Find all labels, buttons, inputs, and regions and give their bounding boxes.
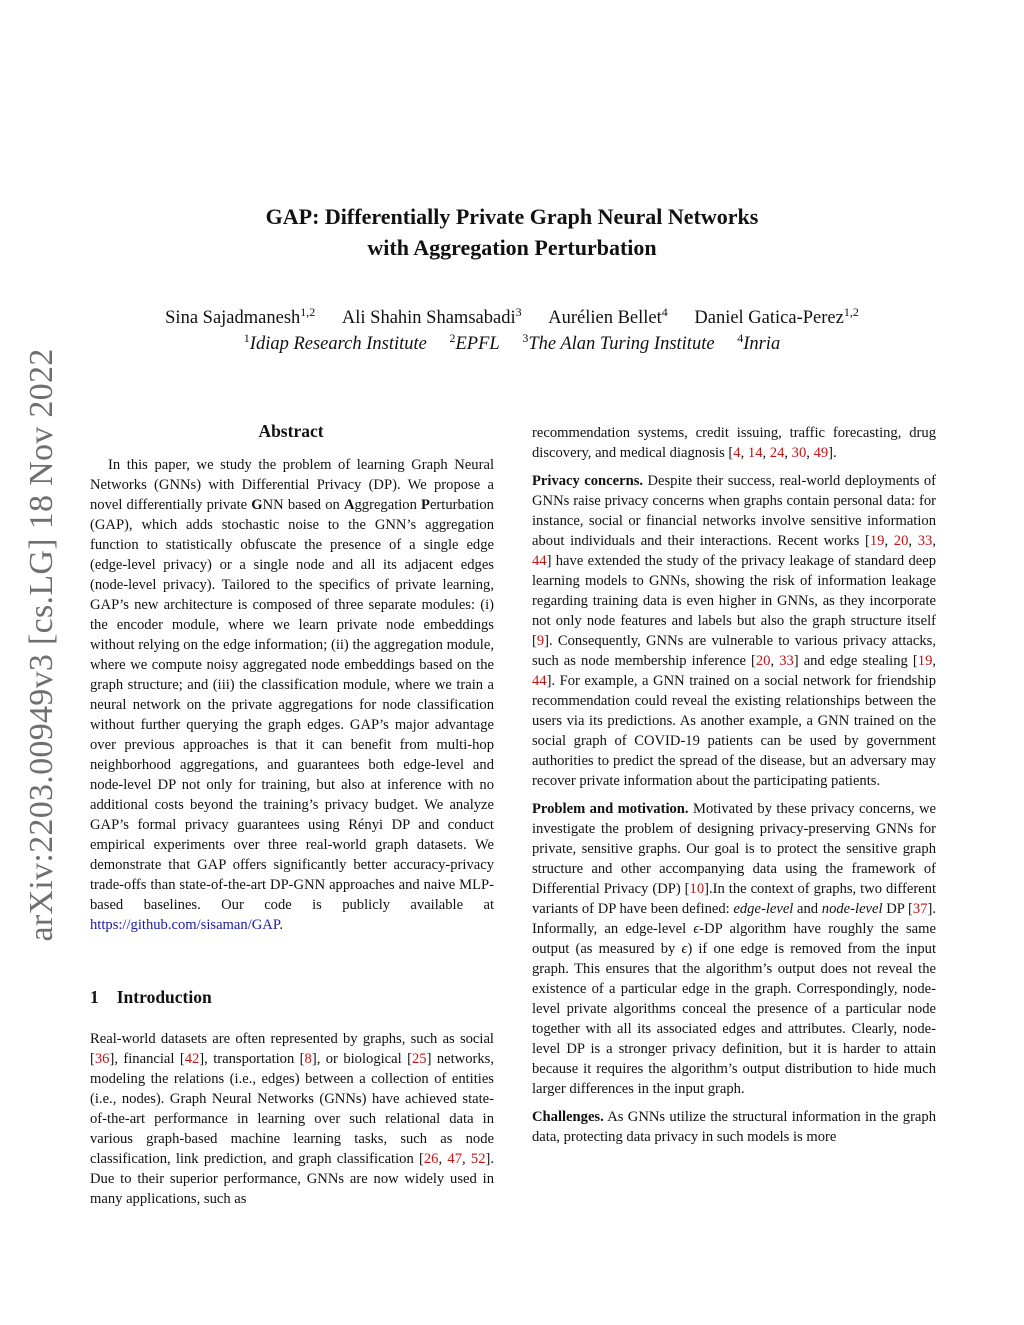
italic-term: node-level [821,901,883,917]
author: Ali Shahin Shamsabadi$^3$ [341,305,522,329]
italic-term: ϵ [681,941,688,957]
code-link[interactable]: https://github.com/sisaman/GAP [90,917,280,933]
challenges-heading: Challenges. [532,1109,604,1125]
abstract-heading: Abstract [258,421,324,441]
citation-link[interactable]: 37 [912,901,928,917]
paragraph-problem-motivation: Problem and motivation. Motivated by these privacy concerns, we investigate the problem of designing privacy-preserving GNNs for private, sensitive graphs. Our goal is to protect the sensitive graph structure and other accompanying data using the framework of Differential Privacy (DP) [10].In the context of graphs, two different variants of DP have been defined: edge-level and node-level DP [37]. Informally, an edge-level ϵ-DP algorithm have roughly the same output (as measured by ϵ) if one edge is removed from the input graph. This ensures that the algorithm’s output does not reveal the existence of a particular edge in the graph. Correspondingly, node-level private algorithms conceal the presence of a particular node together with all its associated edges and attributes. Clearly, node-level DP is a stronger privacy definition, but it is harder to attain because it requires the algorithm’s output distribution to hide much larger differences in the input graph. [532,801,937,1097]
italic-term: edge-level [733,901,794,917]
citation-link[interactable]: 49 [813,445,829,461]
affiliation: $^4$Inria [737,331,781,355]
author: Aurélien Bellet$^4$ [548,305,668,329]
citation-link[interactable]: 36 [94,1051,110,1067]
citation-link[interactable]: 9 [536,633,545,649]
citation-link[interactable]: 33 [779,653,794,669]
paragraph-applications: recommendation systems, credit issuing, traffic forecasting, drug discovery, and medical diagnosis [4, 14, 24, 30, 49]. [532,425,936,461]
affiliation: $^3$The Alan Turing Institute [522,331,715,355]
citation-link[interactable]: 19 [869,533,885,549]
author: Sina Sajadmanesh$^{1,2}$ [165,305,316,329]
author: Daniel Gatica-Perez$^{1,2}$ [694,305,859,329]
arxiv-id: arXiv:2203.00949v3 [cs.LG] 18 Nov 2022 [23,348,60,942]
paragraph-challenges: Challenges. As GNNs utilize the structural information in the graph data, protecting data privacy in such models is more [532,1109,936,1145]
citation-link[interactable]: 10 [689,881,705,897]
citation-link[interactable]: 52 [470,1151,486,1167]
arxiv-stamp [16,340,68,950]
citation-link[interactable]: 25 [411,1051,427,1067]
problem-motivation-heading: Problem and motivation. [532,801,689,817]
citation-link[interactable]: 20 [755,653,771,669]
abstract-paragraph: In this paper, we study the problem of learning Graph Neural Networks (GNNs) with Differential Privacy (DP). We propose a novel differentially private GNN based on Aggregation Perturbation (GAP), which adds stochastic noise to the GNN’s aggregation function to statistically obfuscate the presence of a single edge (edge-level privacy) or a single node and all its adjacent edges (node-level privacy). Tailored to the specifics of private learning, GAP’s new architecture is composed of three separate modules: (i) the encoder module, where we learn private node embeddings without relying on the edge information; (ii) the aggregation module, where we compute noisy aggregated node embeddings based on the graph structure; and (iii) the classification module, where we train a neural network on the private aggregations for node classification without further querying the graph edges. GAP’s major advantage over previous approaches is that it can benefit from multi-hop neighborhood aggregations, and guarantees both edge-level and node-level DP not only for training, but also at inference with no additional costs beyond the training’s privacy budget. We analyze GAP’s formal privacy guarantees using Rényi DP and conduct empirical experiments over three real-world graph datasets. We demonstrate that GAP offers significantly better accuracy-privacy trade-offs than state-of-the-art DP-GNN approaches and naive MLP-based baselines. Our code is publicly available at https://github.com/sisaman/GAP. [90,457,494,933]
citation-link[interactable]: 33 [917,533,933,549]
citation-link[interactable]: 42 [184,1051,200,1067]
citation-link[interactable]: 47 [447,1151,462,1167]
paper-title [150,201,874,263]
section-heading-introduction: 1 Introduction [90,987,212,1007]
title-line-2: with Aggregation Perturbation [367,235,657,260]
affiliation: $^2$EPFL [449,331,500,355]
abstract-body [90,455,494,935]
citation-link[interactable]: 19 [917,653,933,669]
affiliation-list [90,326,934,356]
citation-link[interactable]: 14 [747,445,763,461]
citation-link[interactable]: 20 [893,533,909,549]
introduction-body [90,1029,494,1217]
italic-term: ϵ [693,921,700,937]
paragraph-privacy-concerns: Privacy concerns. Despite their success, real-world deployments of GNNs raise privacy concerns when graphs contain personal data: for instance, social or financial networks involve sensitive information about individuals and their interactions. Recent works [19, 20, 33, 44] have extended the study of the privacy leakage of standard deep learning models to GNNs, showing the risk of information leakage regarding training data is even higher in GNNs, as they incorporate not only node features and labels but also the graph structure itself [9]. Consequently, GNNs are vulnerable to various privacy attacks, such as node membership inference [20, 33] and edge stealing [19, 44]. For example, a GNN trained on a social network for friendship recommendation could reveal the existing relationships between the users via its predictions. As another example, a GNN trained on the social graph of COVID-19 patients can be used by government authorities to predict the spread of the disease, but an adversary may recover private information about the participating patients. [532,473,937,789]
right-column [532,423,936,1155]
citation-link[interactable]: 26 [423,1151,439,1167]
title-line-1: GAP: Differentially Private Graph Neural Networks [265,204,759,229]
citation-link[interactable]: 4 [733,445,741,461]
affiliation: $^1$Idiap Research Institute [243,331,427,355]
citation-link[interactable]: 24 [769,445,785,461]
citation-link[interactable]: 30 [791,445,807,461]
citation-link[interactable]: 44 [532,673,547,689]
citation-link[interactable]: 8 [304,1051,312,1067]
intro-paragraph-1: Real-world datasets are often represented by graphs, such as social [36], financial [42], transportation [8], or biological [25] networks, modeling the relations (i.e., edges) between a collection of entities (i.e., nodes). Graph Neural Networks (GNNs) have achieved state-of-the-art performance in learning over such relational data in various graph-based machine learning tasks, such as node classification, link prediction, and graph classification [26, 47, 52]. Due to their superior performance, GNNs are now widely used in many applications, such as [90,1031,495,1207]
citation-link[interactable]: 44 [532,553,547,569]
privacy-concerns-heading: Privacy concerns. [532,473,644,489]
